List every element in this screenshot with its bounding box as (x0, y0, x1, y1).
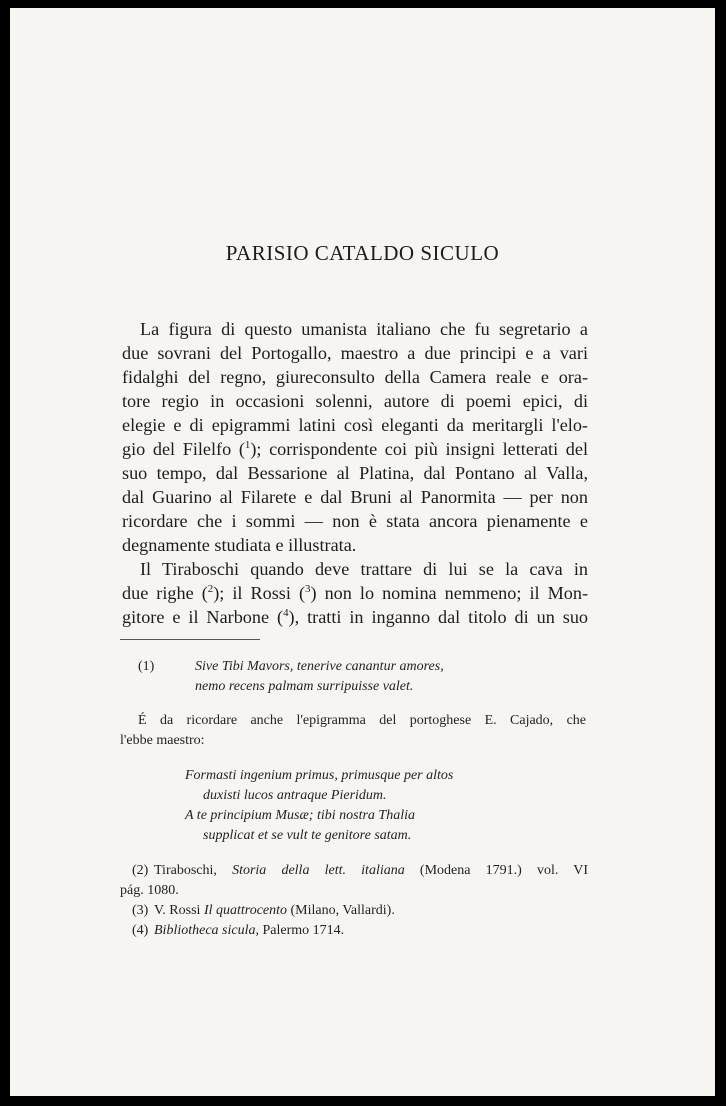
footnote-detail: Palermo 1714. (262, 923, 345, 938)
footnote-detail: (Milano, Vallardi). (290, 903, 395, 918)
paragraph-line: elegie e di epigrammi latini così eleganti da meritargli l'elo- (122, 415, 588, 435)
paragraph-line: suo tempo, dal Bessarione al Platina, dal Pontano al Valla, (122, 463, 588, 483)
footnote-poem-line: A te principium Musæ; tibi nostra Thalia (185, 808, 415, 823)
footnote-divider (120, 639, 260, 640)
footnote-author: Tiraboschi, (154, 863, 217, 878)
paragraph-line: due righe ($^2$); il Rossi ($^3$) non lo nomina nemmeno; il Mon- (122, 582, 589, 603)
paragraph-line: fidalghi del regno, giureconsulto della Camera reale e ora- (122, 367, 588, 387)
footnote-ref: 1 (244, 438, 251, 451)
paragraph-text: ; il Rossi (219, 583, 291, 603)
footnote-verse: nemo recens palmam surripuisse valet. (195, 679, 414, 694)
footnote-poem-line: supplicat et se vult te genitore satam. (203, 828, 412, 843)
paragraph-text: ; corrispondente coi più insigni letterati del (256, 439, 588, 459)
book-page (10, 8, 715, 1096)
footnote-work: Bibliotheca sicula, (154, 923, 259, 938)
paragraph-line: gitore e il Narbone ($^4$), tratti in inganno dal titolo di un suo (122, 606, 589, 627)
footnote-text: pág. 1080. (120, 883, 179, 898)
footnote-author: V. Rossi (154, 903, 201, 918)
footnote-text (154, 921, 344, 941)
paragraph-text: gio del Filelfo (122, 439, 232, 459)
footnote-ref: 2 (207, 582, 214, 595)
footnote-text (154, 861, 588, 881)
footnote-ref: 4 (283, 606, 289, 619)
paragraph-text: non lo nomina nemmeno; il Mon- (316, 583, 589, 603)
footnote-number: (2) (132, 863, 149, 878)
paragraph-line: Il Tiraboschi quando deve trattare di lui se la cava in (140, 559, 588, 579)
footnote-verse: Sive Tibi Mavors, tenerive canantur amores, (195, 659, 444, 674)
paragraph-text: , tratti in inganno dal titolo di un suo (294, 607, 589, 627)
footnote-text (154, 901, 395, 921)
paragraph-line: due sovrani del Portogallo, maestro a due principi e a vari (122, 343, 588, 363)
footnote-ref: 3 (305, 582, 311, 595)
paragraph-line: La figura di questo umanista italiano che fu segretario a (140, 319, 588, 339)
footnote-work: Il quattrocento (203, 903, 288, 918)
footnote-number: (3) (132, 903, 149, 918)
footnote-work: Storia della lett. italiana (232, 863, 405, 878)
paragraph-line: gio del Filelfo ($^1$); corrispondente coi più insigni letterati del (122, 438, 588, 459)
paragraph-text: due righe (122, 583, 194, 603)
footnote-poem-line: duxisti lucos antraque Pieridum. (203, 788, 387, 803)
footnote-number: (4) (132, 923, 149, 938)
footnote-text: É da ricordare anche l'epigramma del portoghese E. Cajado, che (138, 713, 586, 728)
page-title: PARISIO CATALDO SICULO (225, 241, 500, 265)
paragraph-line: dal Guarino al Filarete e dal Bruni al Panormita — per non (122, 487, 588, 507)
paragraph-text: gitore e il Narbone (122, 607, 270, 627)
footnote-poem-line: Formasti ingenium primus, primusque per altos (185, 768, 454, 783)
paragraph-line: ricordare che i sommi — non è stata ancora pienamente e (122, 511, 588, 531)
footnote-detail: (Modena 1791.) vol. VI (419, 863, 589, 878)
paragraph-line: tore regio in occasioni solenni, autore di poemi epici, di (122, 391, 588, 411)
footnote-text: l'ebbe maestro: (120, 733, 205, 748)
footnote-number: (1) (138, 659, 155, 674)
paragraph-line: degnamente studiata e illustrata. (122, 535, 357, 555)
